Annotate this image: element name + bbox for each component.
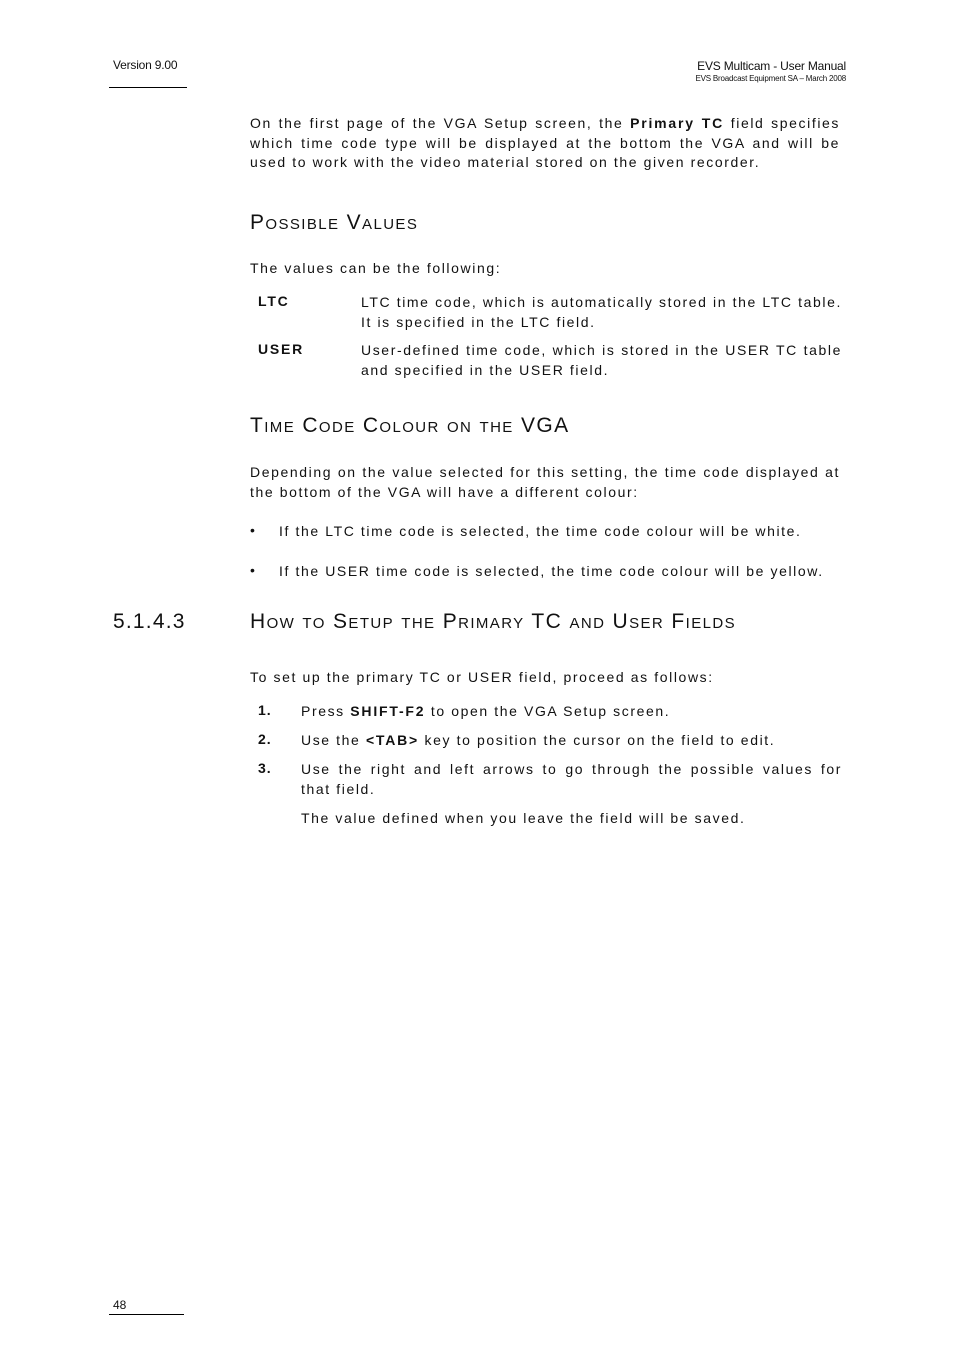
step-2-text-2: key to position the cursor on the field to edit. (419, 732, 776, 748)
value-definition-user: User-defined time code, which is stored in the USER TC table and specified in the USER field. (361, 342, 842, 378)
bullet-icon: • (250, 522, 255, 538)
value-term-user: USER (258, 341, 305, 357)
intro-text-2: field specifies which time code type will be displayed at the bottom the VGA and will be used to work with the video material stored on the given recorder. (250, 115, 841, 170)
step-note: The value defined when you leave the field will be saved. (301, 810, 746, 826)
header-title: EVS Multicam - User Manual (697, 59, 846, 73)
possible-values-heading: Possible Values (250, 211, 419, 234)
time-code-colour-paragraph: Depending on the value selected for this setting, the time code displayed at the bottom of the VGA will have a different colour: (250, 464, 840, 500)
bullet-item-ltc: If the LTC time code is selected, the time code colour will be white. (279, 523, 802, 539)
step-1 (301, 702, 842, 722)
step-2-key: <TAB> (365, 732, 420, 748)
bullet-icon: • (250, 562, 255, 578)
step-2-text: Use the (301, 732, 366, 748)
intro-bold-term: Primary TC (630, 115, 725, 131)
step-3: Use the right and left arrows to go through the possible values for that field. (301, 761, 842, 797)
step-1-text: Press (301, 703, 351, 719)
time-code-colour-heading: Time Code Colour on the VGA (250, 414, 570, 437)
header-left-rule (109, 87, 187, 88)
bullet-item-user: If the USER time code is selected, the time code colour will be yellow. (279, 563, 824, 579)
footer-rule (109, 1314, 184, 1315)
page-number: 48 (113, 1298, 127, 1312)
step-number-1: 1. (258, 702, 272, 718)
value-definition-ltc: LTC time code, which is automatically stored in the LTC table. It is specified in the LTC field. (361, 294, 842, 330)
step-2 (301, 731, 842, 751)
section-heading: How to Setup the Primary TC and User Fields (250, 610, 736, 633)
header-subtitle: EVS Broadcast Equipment SA – March 2008 (695, 74, 846, 83)
value-term-ltc: LTC (258, 293, 290, 309)
intro-text-1: On the first page of the VGA Setup screen, the (250, 115, 631, 131)
step-1-key: SHIFT-F2 (350, 703, 426, 719)
header-version: Version 9.00 (113, 58, 178, 72)
section-lead: To set up the primary TC or USER field, proceed as follows: (250, 669, 714, 685)
header-right (695, 59, 846, 84)
step-number-2: 2. (258, 731, 272, 747)
step-number-3: 3. (258, 760, 272, 776)
possible-values-lead: The values can be the following: (250, 260, 502, 276)
section-number: 5.1.4.3 (113, 610, 186, 633)
step-1-text-2: to open the VGA Setup screen. (425, 703, 671, 719)
intro-paragraph (250, 114, 840, 173)
